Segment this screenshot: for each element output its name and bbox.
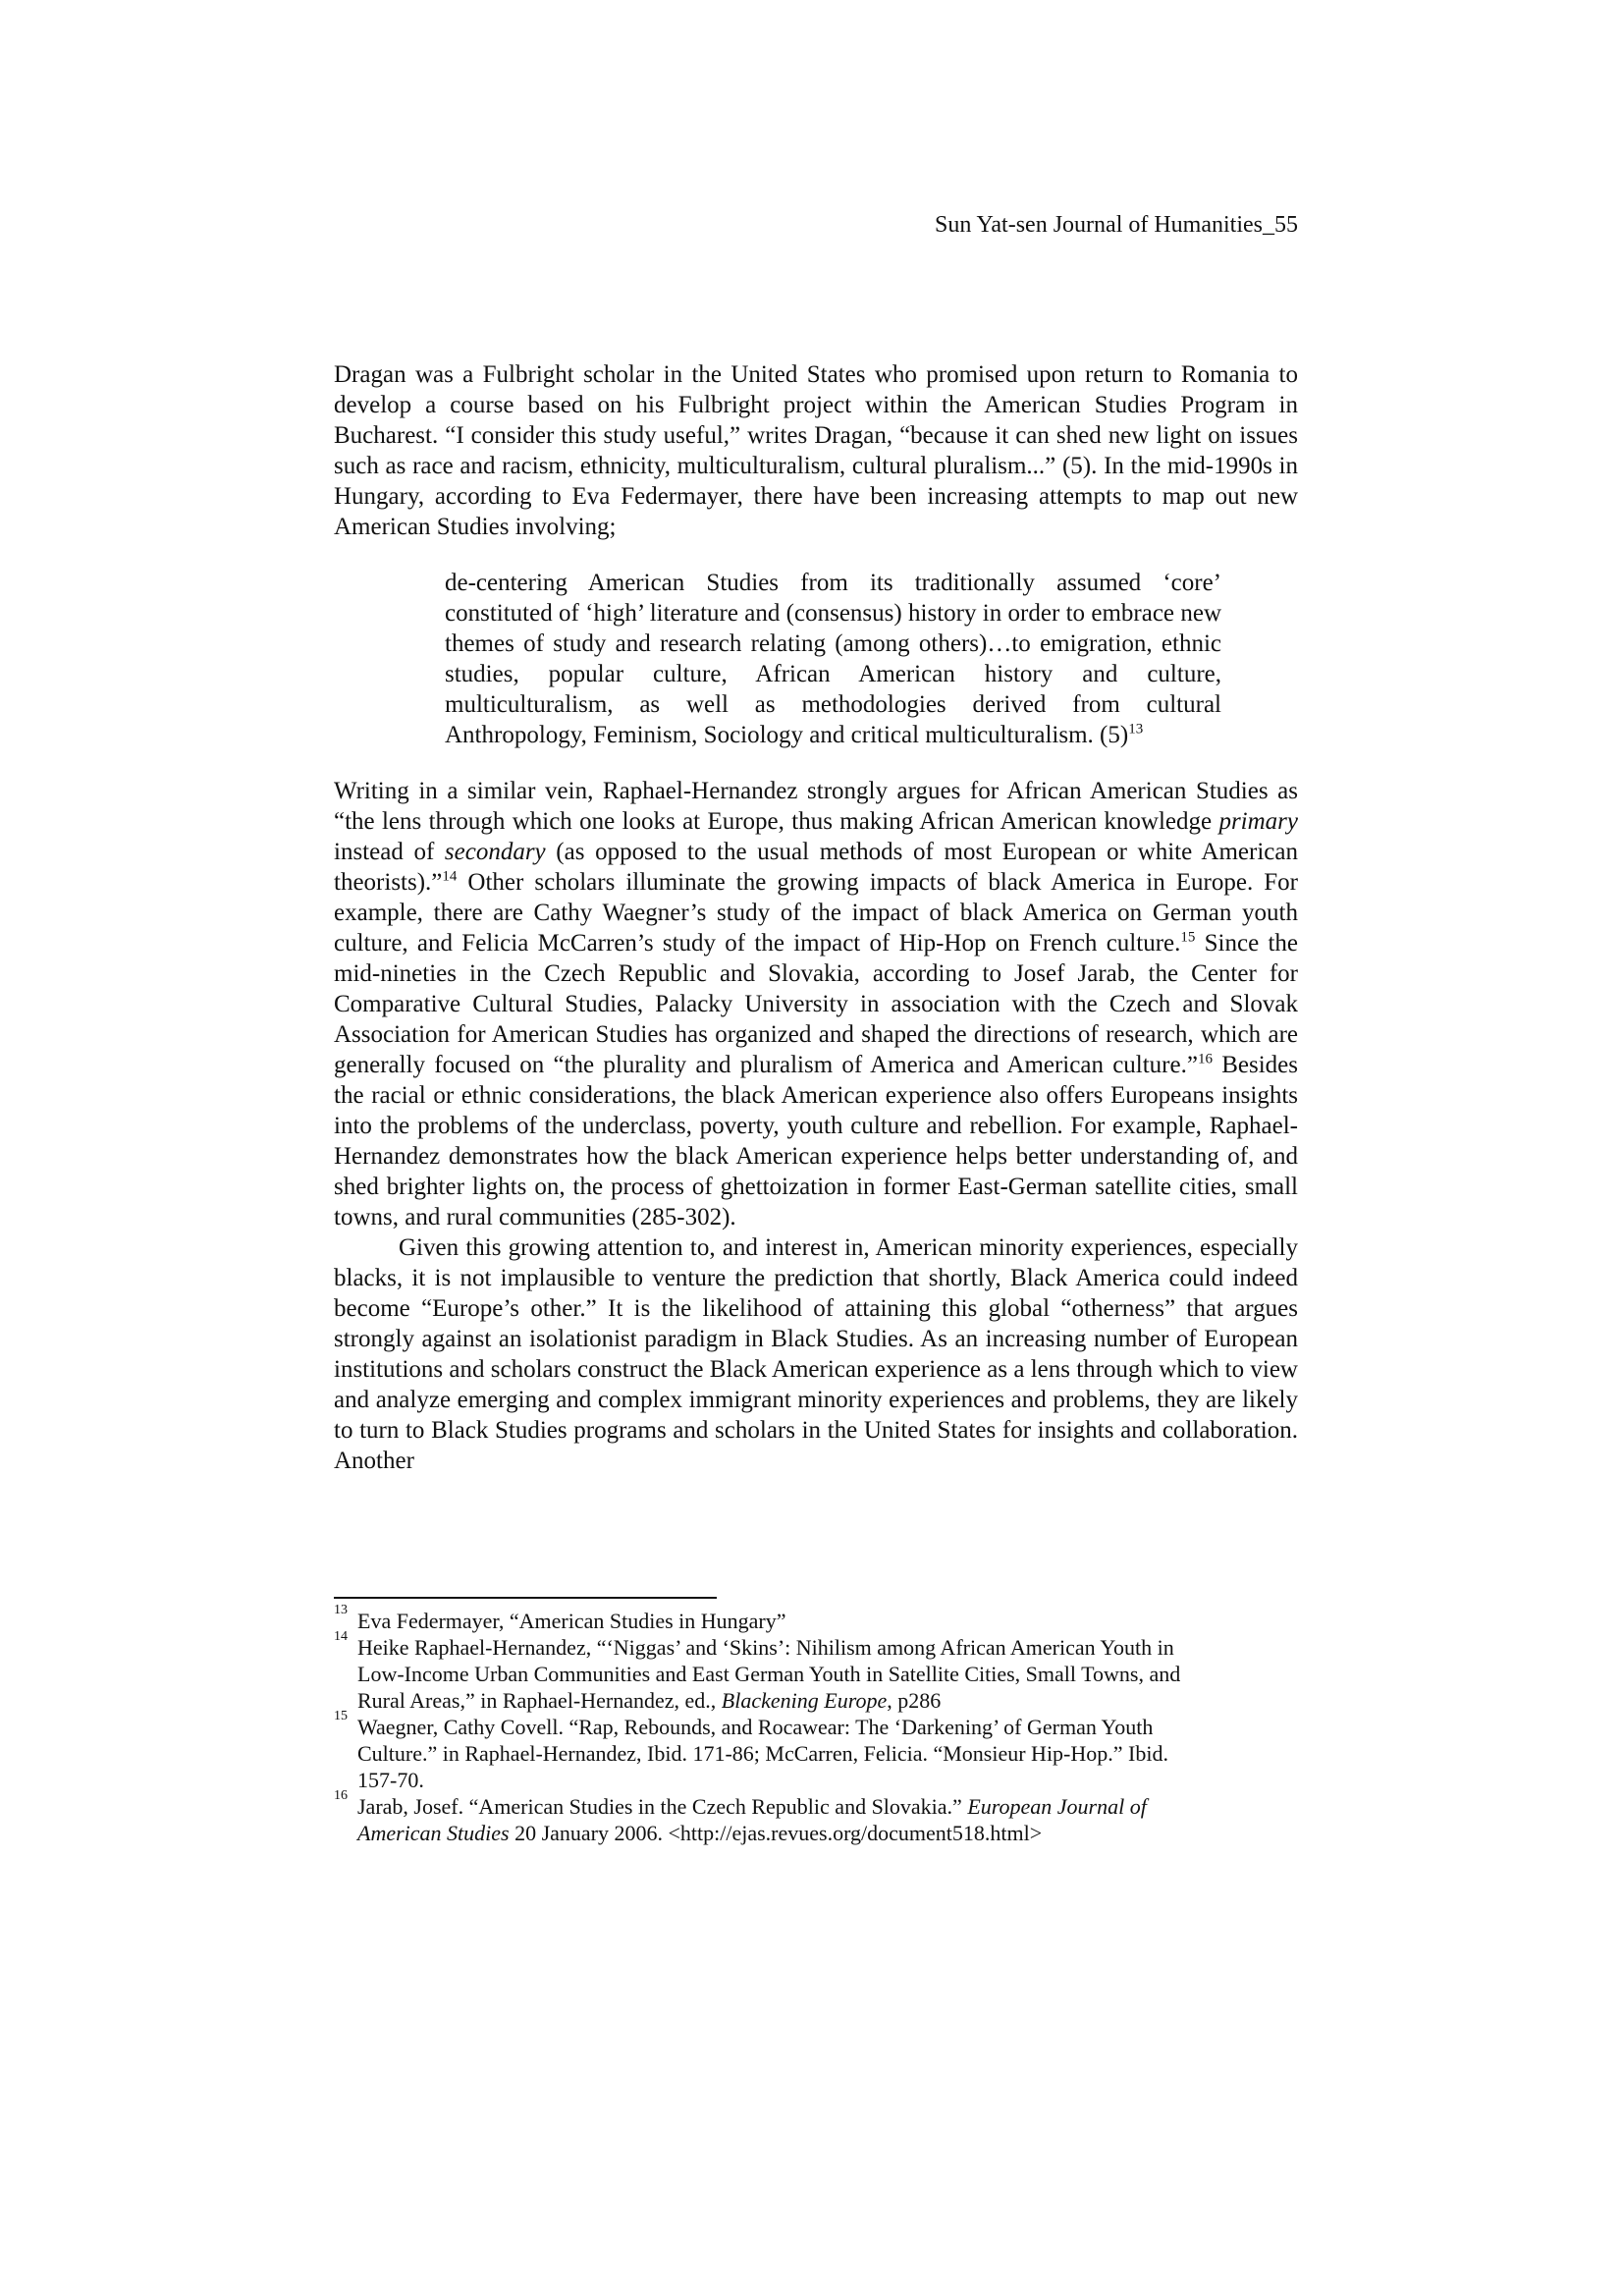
footnote-line-part: Jarab, Josef. “American Studies in the Czech Republic and Slovakia.” bbox=[357, 1794, 968, 1819]
footnote-13 bbox=[334, 1603, 1298, 1634]
paragraph-2-part-e: Since the mid-nineties in the Czech Republic and Slovakia, according to Josef Jarab, the Center for Comparative Cultural Studies, Palacky University in association with the Czech and Slovak Association for American Studies has organized and shaped the directions of research, which are generally focused on “the plurality and pluralism of America and American culture.” bbox=[334, 930, 1298, 1078]
footnote-number: 15 bbox=[334, 1709, 348, 1723]
footnote-divider bbox=[334, 1597, 717, 1599]
footnote-16 bbox=[334, 1788, 1298, 1846]
paragraph-3: Given this growing attention to, and interest in, American minority experiences, especially blacks, it is not implausible to venture the prediction that shortly, Black America could indeed become “Europe’s other.” It is the likelihood of attaining this global “otherness” that argues strongly against an isolationist paradigm in Black Studies. As an increasing number of European institutions and scholars construct the Black American experience as a lens through which to view and analyze emerging and complex immigrant minority experiences and problems, they are likely to turn to Black Studies programs and scholars in the United States for insights and collaboration. Another bbox=[334, 1234, 1298, 1474]
footnote-text: Eva Federmayer, “American Studies in Hungary” bbox=[357, 1609, 786, 1633]
footnote-line bbox=[357, 1820, 1298, 1846]
footnote-number: 16 bbox=[334, 1788, 348, 1803]
footnote-ref-16[interactable]: 16 bbox=[1197, 1051, 1213, 1067]
emphasis-secondary: secondary bbox=[444, 839, 546, 865]
paragraph-2-part-b: instead of bbox=[334, 839, 445, 865]
footnote-14 bbox=[334, 1629, 1298, 1714]
footnote-line-part: Rural Areas,” in Raphael-Hernandez, ed., bbox=[357, 1688, 722, 1713]
footnote-number: 14 bbox=[334, 1629, 348, 1644]
paragraph-2-part-f: Besides the racial or ethnic considerations, the black American experience also offers Europeans insights into the problems of the underclass, poverty, youth culture and rebellion. For example, Raphael-Hernandez demonstrates how the black American experience helps better understanding of, and shed brighter lights on, the process of ghettoization in former East-German satellite cities, small towns, and rural communities (285-302). bbox=[334, 1052, 1298, 1230]
footnote-line: Low-Income Urban Communities and East German Youth in Satellite Cities, Small Towns, and bbox=[357, 1662, 1181, 1686]
footnote-line-part[interactable]: 20 January 2006. <http://ejas.revues.org/document518.html> bbox=[509, 1821, 1043, 1845]
footnote-line: Heike Raphael-Hernandez, “‘Niggas’ and ‘Skins’: Nihilism among African American Youth in bbox=[357, 1635, 1174, 1660]
footnote-number: 13 bbox=[334, 1603, 348, 1617]
footnote-line: Waegner, Cathy Covell. “Rap, Rebounds, and Rocawear: The ‘Darkening’ of German Youth bbox=[357, 1715, 1154, 1739]
paragraph-1: Dragan was a Fulbright scholar in the United States who promised upon return to Romania to develop a course based on his Fulbright project within the American Studies Program in Bucharest. “I consider this study useful,” writes Dragan, “because it can shed new light on issues such as race and racism, ethnicity, multiculturalism, cultural pluralism...” (5). In the mid-1990s in Hungary, according to Eva Federmayer, there have been increasing attempts to map out new American Studies involving; bbox=[334, 361, 1298, 540]
footnote-line: Culture.” in Raphael-Hernandez, Ibid. 171-86; McCarren, Felicia. “Monsieur Hip-Hop.” Ibid. bbox=[357, 1741, 1168, 1766]
footnote-ref-15[interactable]: 15 bbox=[1180, 929, 1196, 946]
block-quote-text: de-centering American Studies from its traditionally assumed ‘core’ constituted of ‘high’ literature and (consensus) history in order to embrace new themes of study and research relating (among others)…to emigration, ethnic studies, popular culture, African American history and culture, multiculturalism, as well as methodologies derived from cultural Anthropology, Feminism, Sociology and critical multiculturalism. (5) bbox=[445, 570, 1221, 748]
paragraph-2-part-a: Writing in a similar vein, Raphael-Hernandez strongly argues for African American Studies as “the lens through which one looks at Europe, thus making African American knowledge bbox=[334, 778, 1298, 835]
footnote-ref-14[interactable]: 14 bbox=[442, 868, 458, 885]
journal-title: American Studies bbox=[357, 1821, 510, 1845]
footnote-line: 157-70. bbox=[357, 1768, 424, 1792]
article-body bbox=[334, 359, 1298, 1476]
footnote-ref-13[interactable]: 13 bbox=[1128, 721, 1144, 738]
journal-title: European Journal of bbox=[967, 1794, 1147, 1819]
paragraph-2 bbox=[334, 776, 1298, 1232]
emphasis-primary: primary bbox=[1218, 808, 1298, 835]
footnote-15 bbox=[334, 1709, 1298, 1793]
block-quote bbox=[445, 568, 1221, 750]
footnote-line bbox=[357, 1793, 1298, 1820]
running-head: Sun Yat-sen Journal of Humanities_55 bbox=[935, 212, 1298, 238]
paragraph-2-part-c: (as opposed to the usual methods of most European or white American theorists).” bbox=[334, 839, 1298, 896]
paragraph-2-part-d: Other scholars illuminate the growing impacts of black America in Europe. For example, there are Cathy Waegner’s study of the impact of black America on German youth culture, and Felicia McCarren’s study of the impact of Hip-Hop on French culture. bbox=[334, 869, 1298, 957]
footnote-line-part: , p286 bbox=[887, 1688, 942, 1713]
book-title: Blackening Europe bbox=[721, 1688, 888, 1713]
footnote-line bbox=[357, 1687, 1298, 1714]
footnotes bbox=[334, 1603, 1298, 1846]
